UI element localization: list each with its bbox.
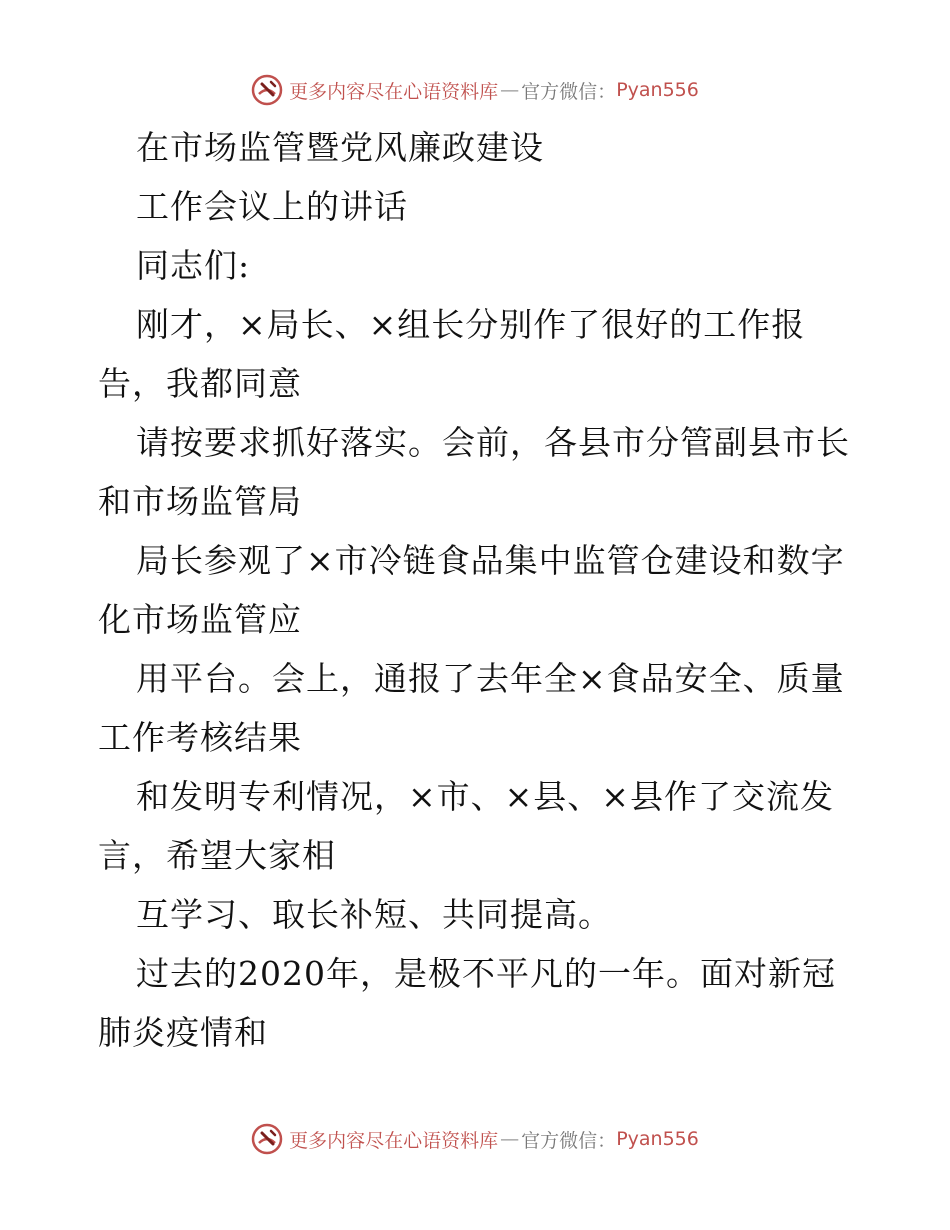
text-line: 刚才，×局长、×组长分别作了很好的工作报 (136, 305, 806, 344)
book-pen-logo-icon (251, 74, 283, 106)
text-line: 用平台。会上，通报了去年全×食品安全、质量 (136, 659, 845, 698)
text-line: 互学习、取长补短、共同提高。 (136, 895, 612, 934)
text-line: 言，希望大家相 (98, 836, 336, 875)
salutation: 同志们: (136, 246, 251, 285)
text-line: 化市场监管应 (98, 600, 302, 639)
text-line: 和发明专利情况，×市、×县、×县作了交流发 (136, 777, 834, 816)
text-line: 请按要求抓好落实。会前，各县市分管副县市长 (136, 423, 850, 462)
watermark-text: 更多内容尽在心语资料库 (289, 80, 499, 103)
text-line: 局长参观了×市冷链食品集中监管仓建设和数字 (136, 541, 845, 580)
header-watermark (0, 70, 950, 110)
document-title-line-2: 工作会议上的讲话 (136, 187, 408, 226)
document-title-line-1: 在市场监管暨党风廉政建设 (136, 128, 544, 167)
watermark-wechat-label: 官方微信： (521, 1129, 617, 1152)
text-line: 过去的2020年，是极不平凡的一年。面对新冠 (136, 954, 836, 993)
text-line: 告，我都同意 (98, 364, 302, 403)
book-pen-logo-icon (251, 1123, 283, 1155)
text-line: 肺炎疫情和 (98, 1013, 268, 1052)
watermark-wechat-label: 官方微信： (521, 80, 617, 103)
text-line: 工作考核结果 (98, 718, 302, 757)
watermark-wechat-id: Pyan556 (616, 79, 699, 101)
watermark-wechat-id: Pyan556 (616, 1128, 699, 1150)
watermark-text: 更多内容尽在心语资料库 (289, 1129, 499, 1152)
text-line: 和市场监管局 (98, 482, 302, 521)
footer-watermark (0, 1119, 950, 1159)
document-body (98, 118, 858, 1062)
watermark-dash: — (500, 1128, 520, 1150)
watermark-dash: — (500, 79, 520, 101)
